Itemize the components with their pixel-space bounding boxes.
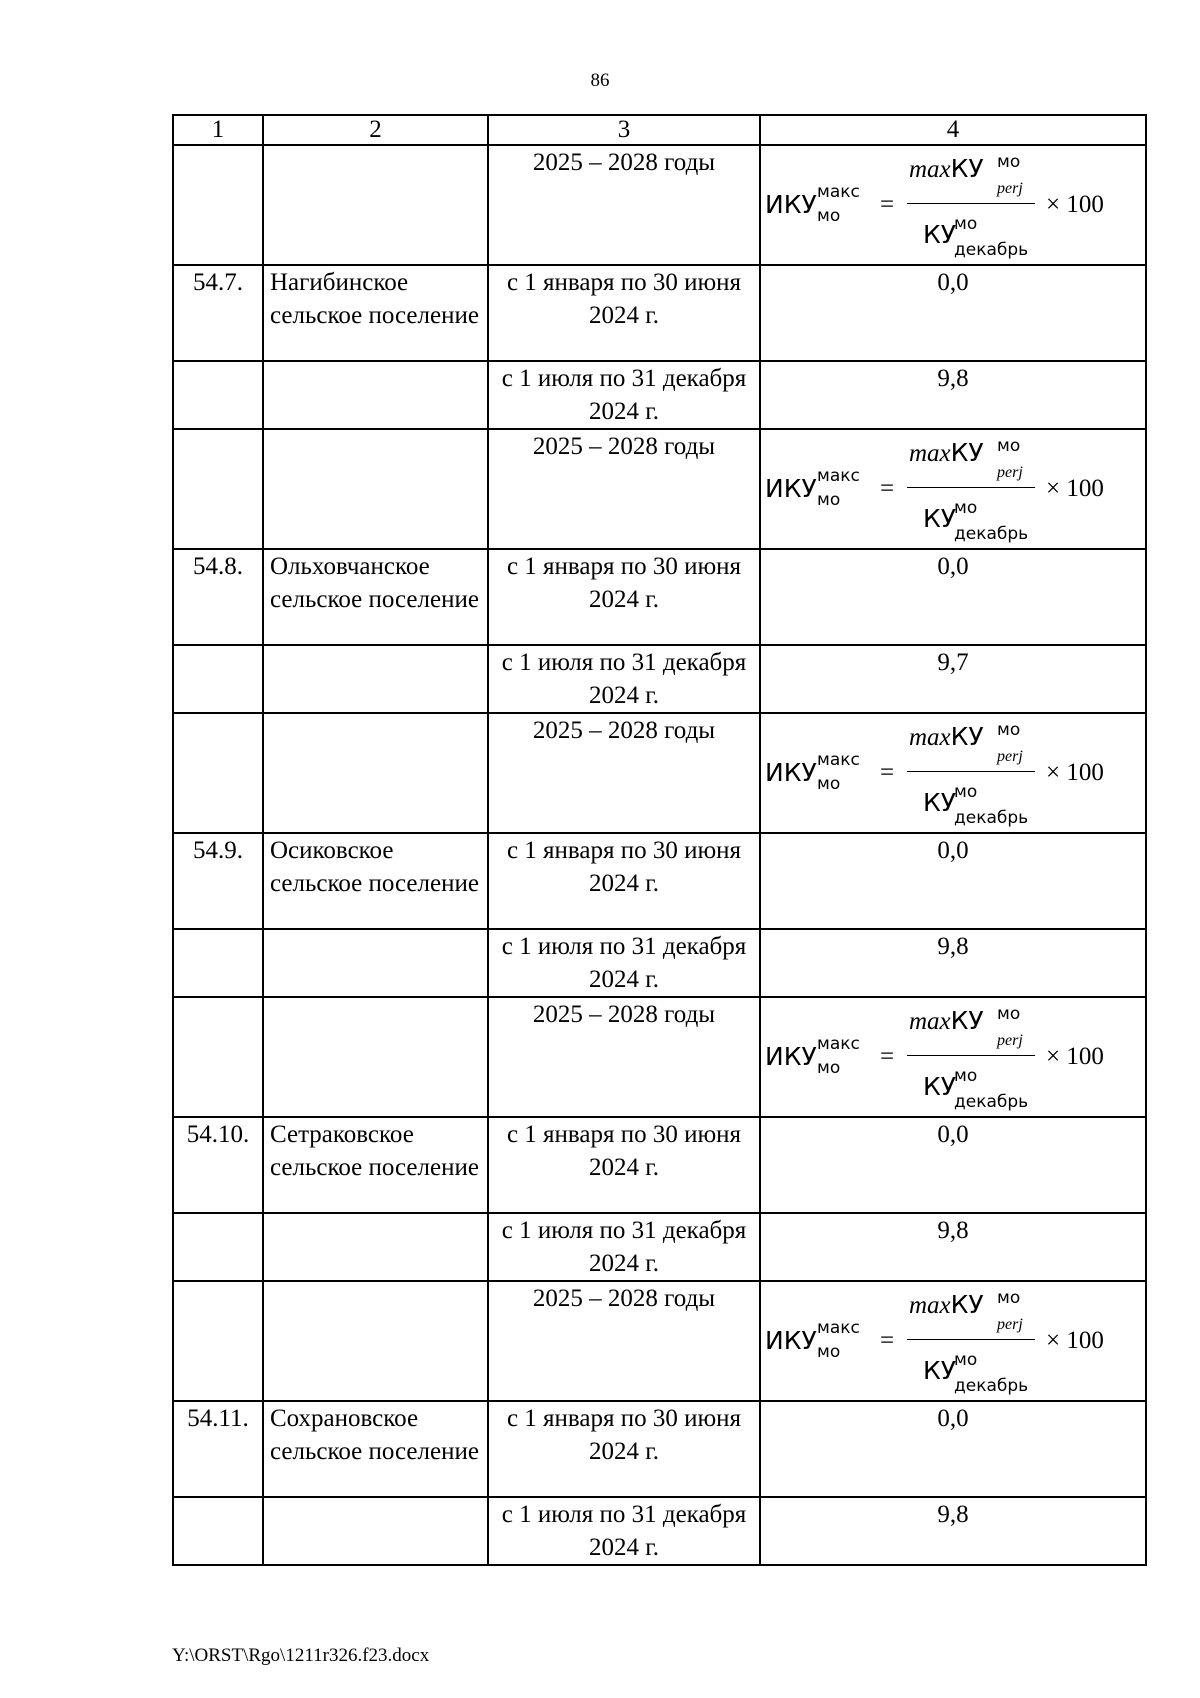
value: 0,0 — [760, 833, 1146, 929]
value: 0,0 — [760, 549, 1146, 645]
formula — [761, 146, 1145, 264]
settlement-name: Осиковское сельское поселение — [263, 833, 488, 929]
row-number: 54.9. — [173, 833, 263, 929]
formula — [761, 1282, 1145, 1400]
settlement-name — [263, 361, 488, 429]
row-number — [173, 1497, 263, 1565]
value: 9,8 — [760, 1497, 1146, 1565]
row-number — [173, 1281, 263, 1401]
settlement-name — [263, 1281, 488, 1401]
formula-den-sup: мо — [954, 1350, 978, 1370]
period: с 1 января по 30 июня 2024 г. — [488, 1117, 760, 1213]
formula-den-sub: декабрь — [954, 1092, 1029, 1112]
value: 0,0 — [760, 265, 1146, 361]
formula-den-main: КУ — [923, 1356, 956, 1385]
table-row — [173, 1213, 1146, 1281]
row-number — [173, 713, 263, 833]
formula-den-main: КУ — [923, 1072, 956, 1101]
formula-equals: = — [880, 759, 895, 786]
formula-lhs-sub: мо — [817, 490, 841, 510]
formula-den-sub: декабрь — [954, 240, 1029, 260]
period: 2025 – 2028 годы — [488, 1281, 760, 1401]
value: 9,8 — [760, 361, 1146, 429]
table-row — [173, 429, 1146, 549]
fraction-bar — [907, 487, 1035, 488]
table-row — [173, 549, 1146, 645]
row-number — [173, 361, 263, 429]
settlement-name — [263, 145, 488, 265]
formula-den-sup: мо — [954, 782, 978, 802]
value-formula — [760, 1281, 1146, 1401]
formula-numerator — [909, 1288, 984, 1322]
formula-lhs-sup: макс — [817, 1318, 860, 1338]
formula-lhs-sub: мо — [817, 1058, 841, 1078]
table-row — [173, 1281, 1146, 1401]
formula-times: × 100 — [1046, 475, 1104, 502]
period: с 1 января по 30 июня 2024 г. — [488, 549, 760, 645]
formula-lhs-sub: мо — [817, 774, 841, 794]
table-row — [173, 1401, 1146, 1497]
formula-max: max — [909, 1008, 951, 1035]
formula-lhs: ИКУ — [765, 1326, 817, 1355]
fraction-bar — [907, 771, 1035, 772]
formula-lhs: ИКУ — [765, 1042, 817, 1071]
table-row — [173, 361, 1146, 429]
row-number — [173, 429, 263, 549]
value: 0,0 — [760, 1401, 1146, 1497]
table-row — [173, 265, 1146, 361]
formula-lhs-sup: макс — [817, 750, 860, 770]
period: с 1 июля по 31 декабря 2024 г. — [488, 1213, 760, 1281]
settlement-name: Нагибинское сельское поселение — [263, 265, 488, 361]
settlement-name — [263, 713, 488, 833]
row-number — [173, 1213, 263, 1281]
formula-num-sup: мо — [997, 1004, 1021, 1024]
table-row — [173, 997, 1146, 1117]
table-row — [173, 929, 1146, 997]
table-row — [173, 145, 1146, 265]
formula-num-sub: perj — [997, 180, 1023, 197]
formula-num-sup: мо — [997, 1288, 1021, 1308]
formula-den-sup: мо — [954, 498, 978, 518]
formula-den-main: КУ — [923, 504, 956, 533]
header-cell-3: 3 — [488, 115, 760, 145]
row-number — [173, 997, 263, 1117]
settlement-name — [263, 997, 488, 1117]
formula-den-sub: декабрь — [954, 1376, 1029, 1396]
value-formula — [760, 145, 1146, 265]
settlement-name: Сетраковское сельское поселение — [263, 1117, 488, 1213]
formula-num-sub: perj — [997, 748, 1023, 765]
page-number: 86 — [590, 70, 610, 91]
value-formula — [760, 429, 1146, 549]
formula-equals: = — [880, 191, 895, 218]
formula-numerator — [909, 1004, 984, 1038]
header-cell-1: 1 — [173, 115, 263, 145]
formula-lhs-sup: макс — [817, 1034, 860, 1054]
period: с 1 июля по 31 декабря 2024 г. — [488, 1497, 760, 1565]
period: с 1 января по 30 июня 2024 г. — [488, 265, 760, 361]
settlement-name — [263, 645, 488, 713]
formula-num-sub: perj — [997, 1316, 1023, 1333]
formula-times: × 100 — [1046, 759, 1104, 786]
formula-lhs-sup: макс — [817, 466, 860, 486]
header-cell-4: 4 — [760, 115, 1146, 145]
period: с 1 июля по 31 декабря 2024 г. — [488, 645, 760, 713]
formula-num-main: КУ — [950, 438, 984, 467]
formula-equals: = — [880, 1327, 895, 1354]
table-row — [173, 645, 1146, 713]
formula-num-sup: мо — [997, 436, 1021, 456]
table-row — [173, 1497, 1146, 1565]
formula-num-sup: мо — [997, 152, 1021, 172]
period: с 1 января по 30 июня 2024 г. — [488, 833, 760, 929]
formula-numerator — [909, 720, 984, 754]
period: с 1 июля по 31 декабря 2024 г. — [488, 929, 760, 997]
settlement-name — [263, 1213, 488, 1281]
value: 9,7 — [760, 645, 1146, 713]
formula-lhs-sup: макс — [817, 182, 860, 202]
formula — [761, 998, 1145, 1116]
row-number: 54.10. — [173, 1117, 263, 1213]
value: 0,0 — [760, 1117, 1146, 1213]
fraction-bar — [907, 203, 1035, 204]
settlement-name: Ольховчанское сельское поселение — [263, 549, 488, 645]
file-path-footer: Y:\ORST\Rgo\1211r326.f23.docx — [172, 1645, 430, 1666]
period: с 1 июля по 31 декабря 2024 г. — [488, 361, 760, 429]
table-row — [173, 833, 1146, 929]
formula-den-main: КУ — [923, 788, 956, 817]
row-number: 54.11. — [173, 1401, 263, 1497]
value-formula — [760, 997, 1146, 1117]
period: 2025 – 2028 годы — [488, 997, 760, 1117]
period: 2025 – 2028 годы — [488, 713, 760, 833]
formula-times: × 100 — [1046, 1327, 1104, 1354]
formula-num-sub: perj — [997, 464, 1023, 481]
formula-den-sub: декабрь — [954, 808, 1029, 828]
value: 9,8 — [760, 929, 1146, 997]
formula-num-main: КУ — [950, 154, 984, 183]
header-cell-2: 2 — [263, 115, 488, 145]
period: 2025 – 2028 годы — [488, 145, 760, 265]
table-header-row — [173, 115, 1146, 145]
tariff-table — [172, 114, 1147, 1566]
formula-times: × 100 — [1046, 191, 1104, 218]
formula-lhs-sub: мо — [817, 1342, 841, 1362]
settlement-name: Сохрановское сельское поселение — [263, 1401, 488, 1497]
settlement-name — [263, 1497, 488, 1565]
settlement-name — [263, 929, 488, 997]
row-number — [173, 929, 263, 997]
formula-num-sup: мо — [997, 720, 1021, 740]
formula-equals: = — [880, 1043, 895, 1070]
formula-den-main: КУ — [923, 220, 956, 249]
fraction-bar — [907, 1339, 1035, 1340]
value: 9,8 — [760, 1213, 1146, 1281]
formula — [761, 714, 1145, 832]
formula-numerator — [909, 436, 984, 470]
period: 2025 – 2028 годы — [488, 429, 760, 549]
formula-lhs-sub: мо — [817, 206, 841, 226]
formula-den-sub: декабрь — [954, 524, 1029, 544]
formula-max: max — [909, 440, 951, 467]
formula-num-main: КУ — [950, 1006, 984, 1035]
formula — [761, 430, 1145, 548]
row-number: 54.8. — [173, 549, 263, 645]
table-row — [173, 713, 1146, 833]
value-formula — [760, 713, 1146, 833]
formula-times: × 100 — [1046, 1043, 1104, 1070]
formula-max: max — [909, 724, 951, 751]
formula-lhs: ИКУ — [765, 190, 817, 219]
formula-lhs: ИКУ — [765, 474, 817, 503]
settlement-name — [263, 429, 488, 549]
fraction-bar — [907, 1055, 1035, 1056]
row-number — [173, 145, 263, 265]
period: с 1 января по 30 июня 2024 г. — [488, 1401, 760, 1497]
formula-num-main: КУ — [950, 722, 984, 751]
formula-numerator — [909, 152, 984, 186]
row-number: 54.7. — [173, 265, 263, 361]
formula-max: max — [909, 156, 951, 183]
row-number — [173, 645, 263, 713]
formula-lhs: ИКУ — [765, 758, 817, 787]
formula-equals: = — [880, 475, 895, 502]
formula-den-sup: мо — [954, 1066, 978, 1086]
formula-max: max — [909, 1292, 951, 1319]
formula-num-main: КУ — [950, 1290, 984, 1319]
formula-num-sub: perj — [997, 1032, 1023, 1049]
table-row — [173, 1117, 1146, 1213]
formula-den-sup: мо — [954, 214, 978, 234]
